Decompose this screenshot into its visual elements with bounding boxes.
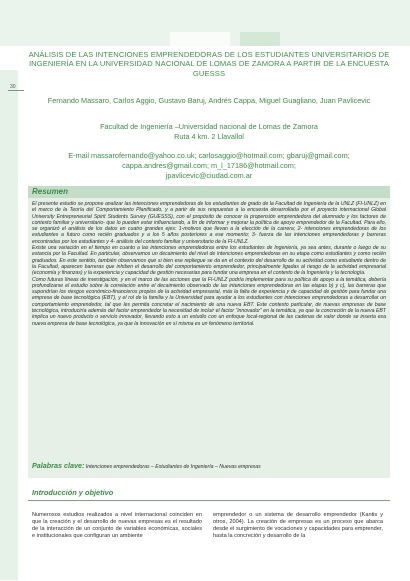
email-block xyxy=(28,151,390,180)
affiliation xyxy=(28,122,390,142)
side-strip xyxy=(0,70,18,580)
page-number-rule xyxy=(8,90,24,91)
header-band xyxy=(0,0,410,46)
header-stripe xyxy=(170,32,230,46)
abstract-paragraph: Existe una variación en el tiempo en cuanto a las intenciones emprendedoras entre los estudiantes de Ingeniería, ya sea antes, durante o luego de su estancia por la Facultad. En particular, observamos un decaimiento del nivel de intenciones emprendedoras en su etapa como estudiantes y como recién graduados. En este sentido, también observamos que si bien ese repliegue se da en el contexto del desarrollo de su actividad como estudiante dentro de la Facultad, aparecen barreras que inhiben el desarrollo del comportamiento emprendedor, principalmente ligadas al riesgo de la actividad empresarial (economía y finanzas) y la experiencia y capacidad de gestión necesarias para fundar una empresa en el contexto de la Ingeniería y la tecnología. xyxy=(32,245,386,277)
email-line: E-mail massarofernando@yahoo.co.uk; carlosaggio@hotmail.com; gbaruj@gmail.com; xyxy=(68,151,350,160)
section-rule xyxy=(28,500,390,501)
keywords-label: Palabras clave: xyxy=(32,461,85,470)
page-number: 30 xyxy=(10,84,16,90)
keywords xyxy=(32,461,386,470)
keywords-text: Intenciones emprendedoras – Estudiantes de Ingeniería – Nuevas empresas xyxy=(85,464,261,470)
abstract-paragraph: El presente estudio se propone analizar las intenciones emprendedoras de los estudiantes de grado de la Facultad de Ingeniería de la UNLZ (FI-UNLZ) en el marco de la Teoría del Comportamiento Planificado, y a partir de sus respuestas a la encuesta desarrollada por el proyecto internacional Global University Entrepreneurial Spirit Students Survey (GUESSS), con el propósito de conocer la propensión emprendedora del alumnado y los factores de contexto familiar y universitario- que lo pueden estar influenciando, a fin de informar y mejorar la política de apoyo emprendedor de la Facultad. Para ello, se organizó el análisis de los datos en cuatro grandes ejes: 1-motivos que llevan a la elección de la carrera; 2- intenciones emprendedoras de los estudiantes a futuro como recién graduados y a los 5 años posteriores a ese momento; 3- fuerza de las intenciones emprendedoras y barreras encontradas por los estudiantes y 4- análisis del contexto familiar y universitario de la FI-UNLZ. xyxy=(32,201,386,245)
abstract-header xyxy=(28,186,390,198)
body-paragraph: Numerosos estudios realizados a nivel internacional coinciden en que la creación y el desarrollo de nuevas empresas es el resultado de la interacción de un conjunto de variables económicas, sociales e institucionales que configuran un ambiente xyxy=(32,512,202,539)
body-column-left xyxy=(32,512,202,540)
email-line: cappa.andres@gmail.com; m_l_17186@hotmail.com; xyxy=(122,160,296,170)
author-list: Fernando Massaro, Carlos Aggio, Gustavo Baruj, Andrés Cappa, Miguel Guagliano, Juan Pavlicevic xyxy=(47,96,371,105)
affiliation-line: Facultad de Ingeniería –Universidad nacional de Lomas de Zamora xyxy=(100,122,318,131)
abstract-body xyxy=(32,201,386,327)
affiliation-line: Ruta 4 km. 2 Llavallol xyxy=(174,132,244,141)
body-column-right xyxy=(213,512,383,540)
abstract-heading: Resumen xyxy=(32,187,69,196)
body-paragraph: emprendedor o un sistema de desarrollo emprendedor (Kantis y otros, 2004). La creación de empresas es un proceso que abarca desde el surgimiento de vocaciones y capacidades para emprender, hasta la concreción y desarrollo de la xyxy=(213,512,383,539)
abstract-paragraph: Como futuras líneas de investigación, y en el marco de las acciones que la FI-UNLZ podría implementar para su política de apoyo a la temática, debería profundizarse el estudio sobre la correlación entre el decaimiento observado de las intenciones emprendedoras en las etapas b) y c), las barreras que supondrían los riesgos económico-financieros propios de la actividad empresarial, más la falta de experiencia y de capacidad de gestión para fundar una empresa de base tecnológica (EBT), y el rol de la familia y la Universidad para ayudar a los estudiantes con intenciones emprendedoras a desarrollar un comportamiento emprendedor, tal que les permita concretar el nacimiento de una nueva EBT. Este contexto particular, de nuevas empresas de base tecnológica, introduciría además del factor emprendedor la necesidad de incluir el factor “innovador” en la temática, ya que la concreción de la nueva EBT implica un nuevo producto o servicio innovador, llevando esto a un estudio con un enfoque local-regional de las cadenas de valor donde se inserta esa nueva empresa de base tecnológica, ya que la innovación en sí misma es un fenómeno territorial. xyxy=(32,276,386,327)
header-stripe xyxy=(240,32,280,46)
section-title: Introducción y objetivo xyxy=(32,488,114,497)
email-line: jpavlicevic@ciudad.com.ar xyxy=(165,170,253,180)
paper-title: ANÁLISIS DE LAS INTENCIONES EMPRENDEDORAS DE LOS ESTUDIANTES UNIVERSITARIOS DE INGENIERÍA EN LA UNIVERSIDAD NACIONAL DE LOMAS DE ZAMORA A PARTIR DE LA ENCUESTA GUESSS xyxy=(28,50,390,78)
